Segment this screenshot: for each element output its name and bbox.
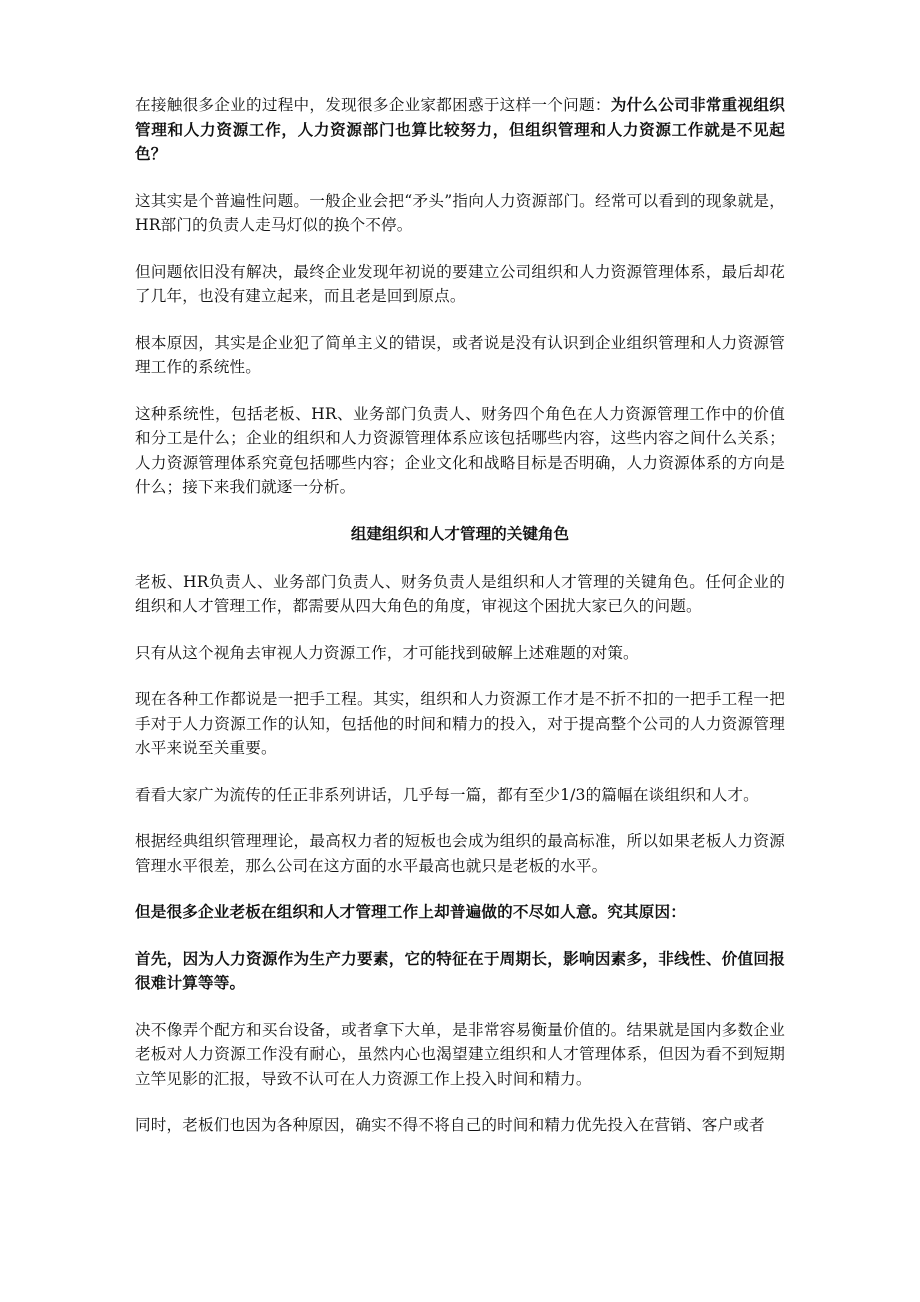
section-heading: 组建组织和人才管理的关键角色 xyxy=(350,523,570,543)
bold-paragraph: 首先，因为人力资源作为生产力要素，它的特征在于周期长，影响因素多，非线性、价值回报很难计算等等。 xyxy=(135,948,785,992)
paragraph: 这种系统性，包括老板、HR、业务部门负责人、财务四个角色在人力资源管理工作中的价值和分工是什么；企业的组织和人力资源管理体系应该包括哪些内容，这些内容之间什么关系；人力资源管理体系究竟包括哪些内容；企业文化和战略目标是否明确，人力资源体系的方向是什么；接下来我们就逐一分析。 xyxy=(135,404,785,496)
paragraph: 根据经典组织管理理论，最高权力者的短板也会成为组织的最高标准，所以如果老板人力资源管理水平很差，那么公司在这方面的水平最高也就只是老板的水平。 xyxy=(135,832,785,875)
intro-paragraph xyxy=(135,93,785,167)
intro-emphasis-text: 为什么公司非常重视组织管理和人力资源工作，人力资源部门也算比较努力，但组织管理和人力资源工作就是不见起色？ xyxy=(135,95,785,163)
paragraph: 现在各种工作都说是一把手工程。其实，组织和人力资源工作才是不折不扣的一把手工程一把手对于人力资源工作的认知，包括他的时间和精力的投入，对于提高整个公司的人力资源管理水平来说至关重要。 xyxy=(135,690,785,757)
paragraph: 根本原因，其实是企业犯了简单主义的错误，或者说是没有认识到企业组织管理和人力资源管理工作的系统性。 xyxy=(135,333,785,376)
paragraph: 这其实是个普遍性问题。一般企业会把“矛头”指向人力资源部门。经常可以看到的现象就是，HR部门的负责人走马灯似的换个不停。 xyxy=(135,191,785,234)
paragraph: 老板、HR负责人、业务部门负责人、财务负责人是组织和人才管理的关键角色。任何企业的组织和人才管理工作，都需要从四大角色的角度，审视这个困扰大家已久的问题。 xyxy=(135,572,785,615)
paragraph: 只有从这个视角去审视人力资源工作，才可能找到破解上述难题的对策。 xyxy=(135,643,639,662)
document-page xyxy=(135,93,785,1160)
intro-lead-text: 在接触很多企业的过程中，发现很多企业家都困惑于这样一个问题： xyxy=(135,96,611,114)
bold-paragraph: 但是很多企业老板在组织和人才管理工作上却普遍做的不尽如人意。究其原因： xyxy=(135,902,687,921)
paragraph: 看看大家广为流传的任正非系列讲话，几乎每一篇，都有至少1/3的篇幅在谈组织和人才。 xyxy=(135,785,759,804)
paragraph: 同时，老板们也因为各种原因，确实不得不将自己的时间和精力优先投入在营销、客户或者 xyxy=(135,1116,765,1134)
paragraph: 决不像弄个配方和买台设备，或者拿下大单，是非常容易衡量价值的。结果就是国内多数企业老板对人力资源工作没有耐心，虽然内心也渴望建立组织和人才管理体系，但因为看不到短期立竿见影的汇报，导致不认可在人力资源工作上投入时间和精力。 xyxy=(135,1020,785,1088)
paragraph: 但问题依旧没有解决，最终企业发现年初说的要建立公司组织和人力资源管理体系，最后却花了几年，也没有建立起来，而且老是回到原点。 xyxy=(135,262,785,305)
